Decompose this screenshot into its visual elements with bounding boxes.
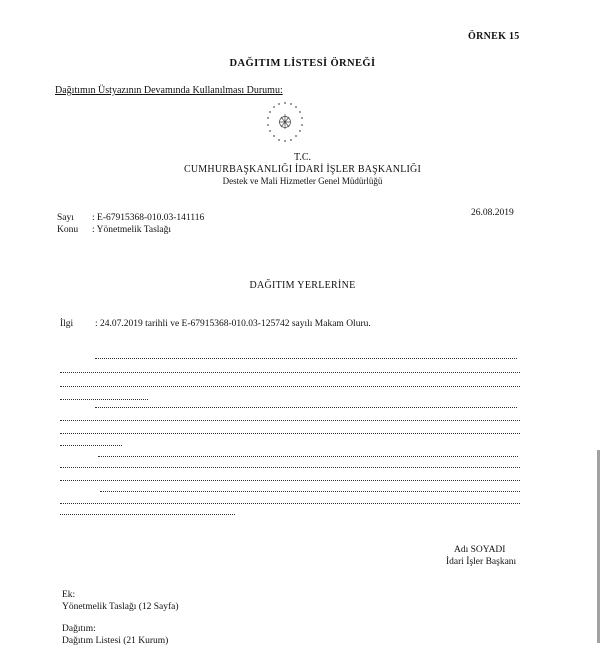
placeholder-line	[95, 358, 517, 359]
document-title: DAĞITIM LİSTESİ ÖRNEĞİ	[229, 58, 376, 69]
sayi-label: Sayı	[57, 213, 74, 223]
placeholder-line	[60, 386, 520, 387]
placeholder-line	[60, 467, 520, 468]
country-abbreviation: T.C.	[293, 152, 312, 163]
signatory-title: İdari İşler Başkanı	[446, 557, 517, 567]
placeholder-line	[60, 433, 520, 434]
sample-number: ÖRNEK 15	[468, 31, 520, 42]
signatory-name: Adı SOYADI	[454, 545, 506, 555]
usage-caption: Dağıtımın Üstyazının Devamında Kullanılması Durumu:	[55, 85, 283, 96]
attachment-label: Ek:	[62, 590, 76, 600]
placeholder-line	[95, 407, 517, 408]
distribution-item: Dağıtım Listesi (21 Kurum)	[62, 636, 169, 646]
placeholder-line	[60, 420, 520, 421]
presidential-seal-icon	[264, 98, 306, 150]
sayi-value: : E-67915368-010.03-141116	[92, 213, 205, 223]
attachment-item: Yönetmelik Taslağı (12 Sayfa)	[62, 602, 179, 612]
distribution-label: Dağıtım:	[62, 624, 96, 634]
placeholder-line	[60, 480, 520, 481]
placeholder-line	[100, 491, 520, 492]
scan-edge-shadow	[597, 450, 600, 643]
placeholder-line	[60, 503, 520, 504]
placeholder-line	[60, 399, 148, 400]
institution-name: CUMHURBAŞKANLIĞI İDARİ İŞLER BAŞKANLIĞI	[184, 164, 421, 175]
department-name: Destek ve Mali Hizmetler Genel Müdürlüğü	[222, 176, 383, 186]
konu-value: : Yönetmelik Taslağı	[92, 225, 172, 235]
placeholder-line	[60, 445, 122, 446]
placeholder-line	[60, 514, 235, 515]
konu-label: Konu	[57, 225, 79, 235]
recipients-heading: DAĞITIM YERLERİNE	[249, 280, 356, 291]
placeholder-line	[98, 456, 518, 457]
placeholder-line	[60, 372, 520, 373]
document-date: 26.08.2019	[471, 208, 514, 218]
ilgi-label: İlgi	[60, 319, 74, 329]
ilgi-text: : 24.07.2019 tarihli ve E-67915368-010.03-125742 sayılı Makam Oluru.	[95, 319, 371, 329]
